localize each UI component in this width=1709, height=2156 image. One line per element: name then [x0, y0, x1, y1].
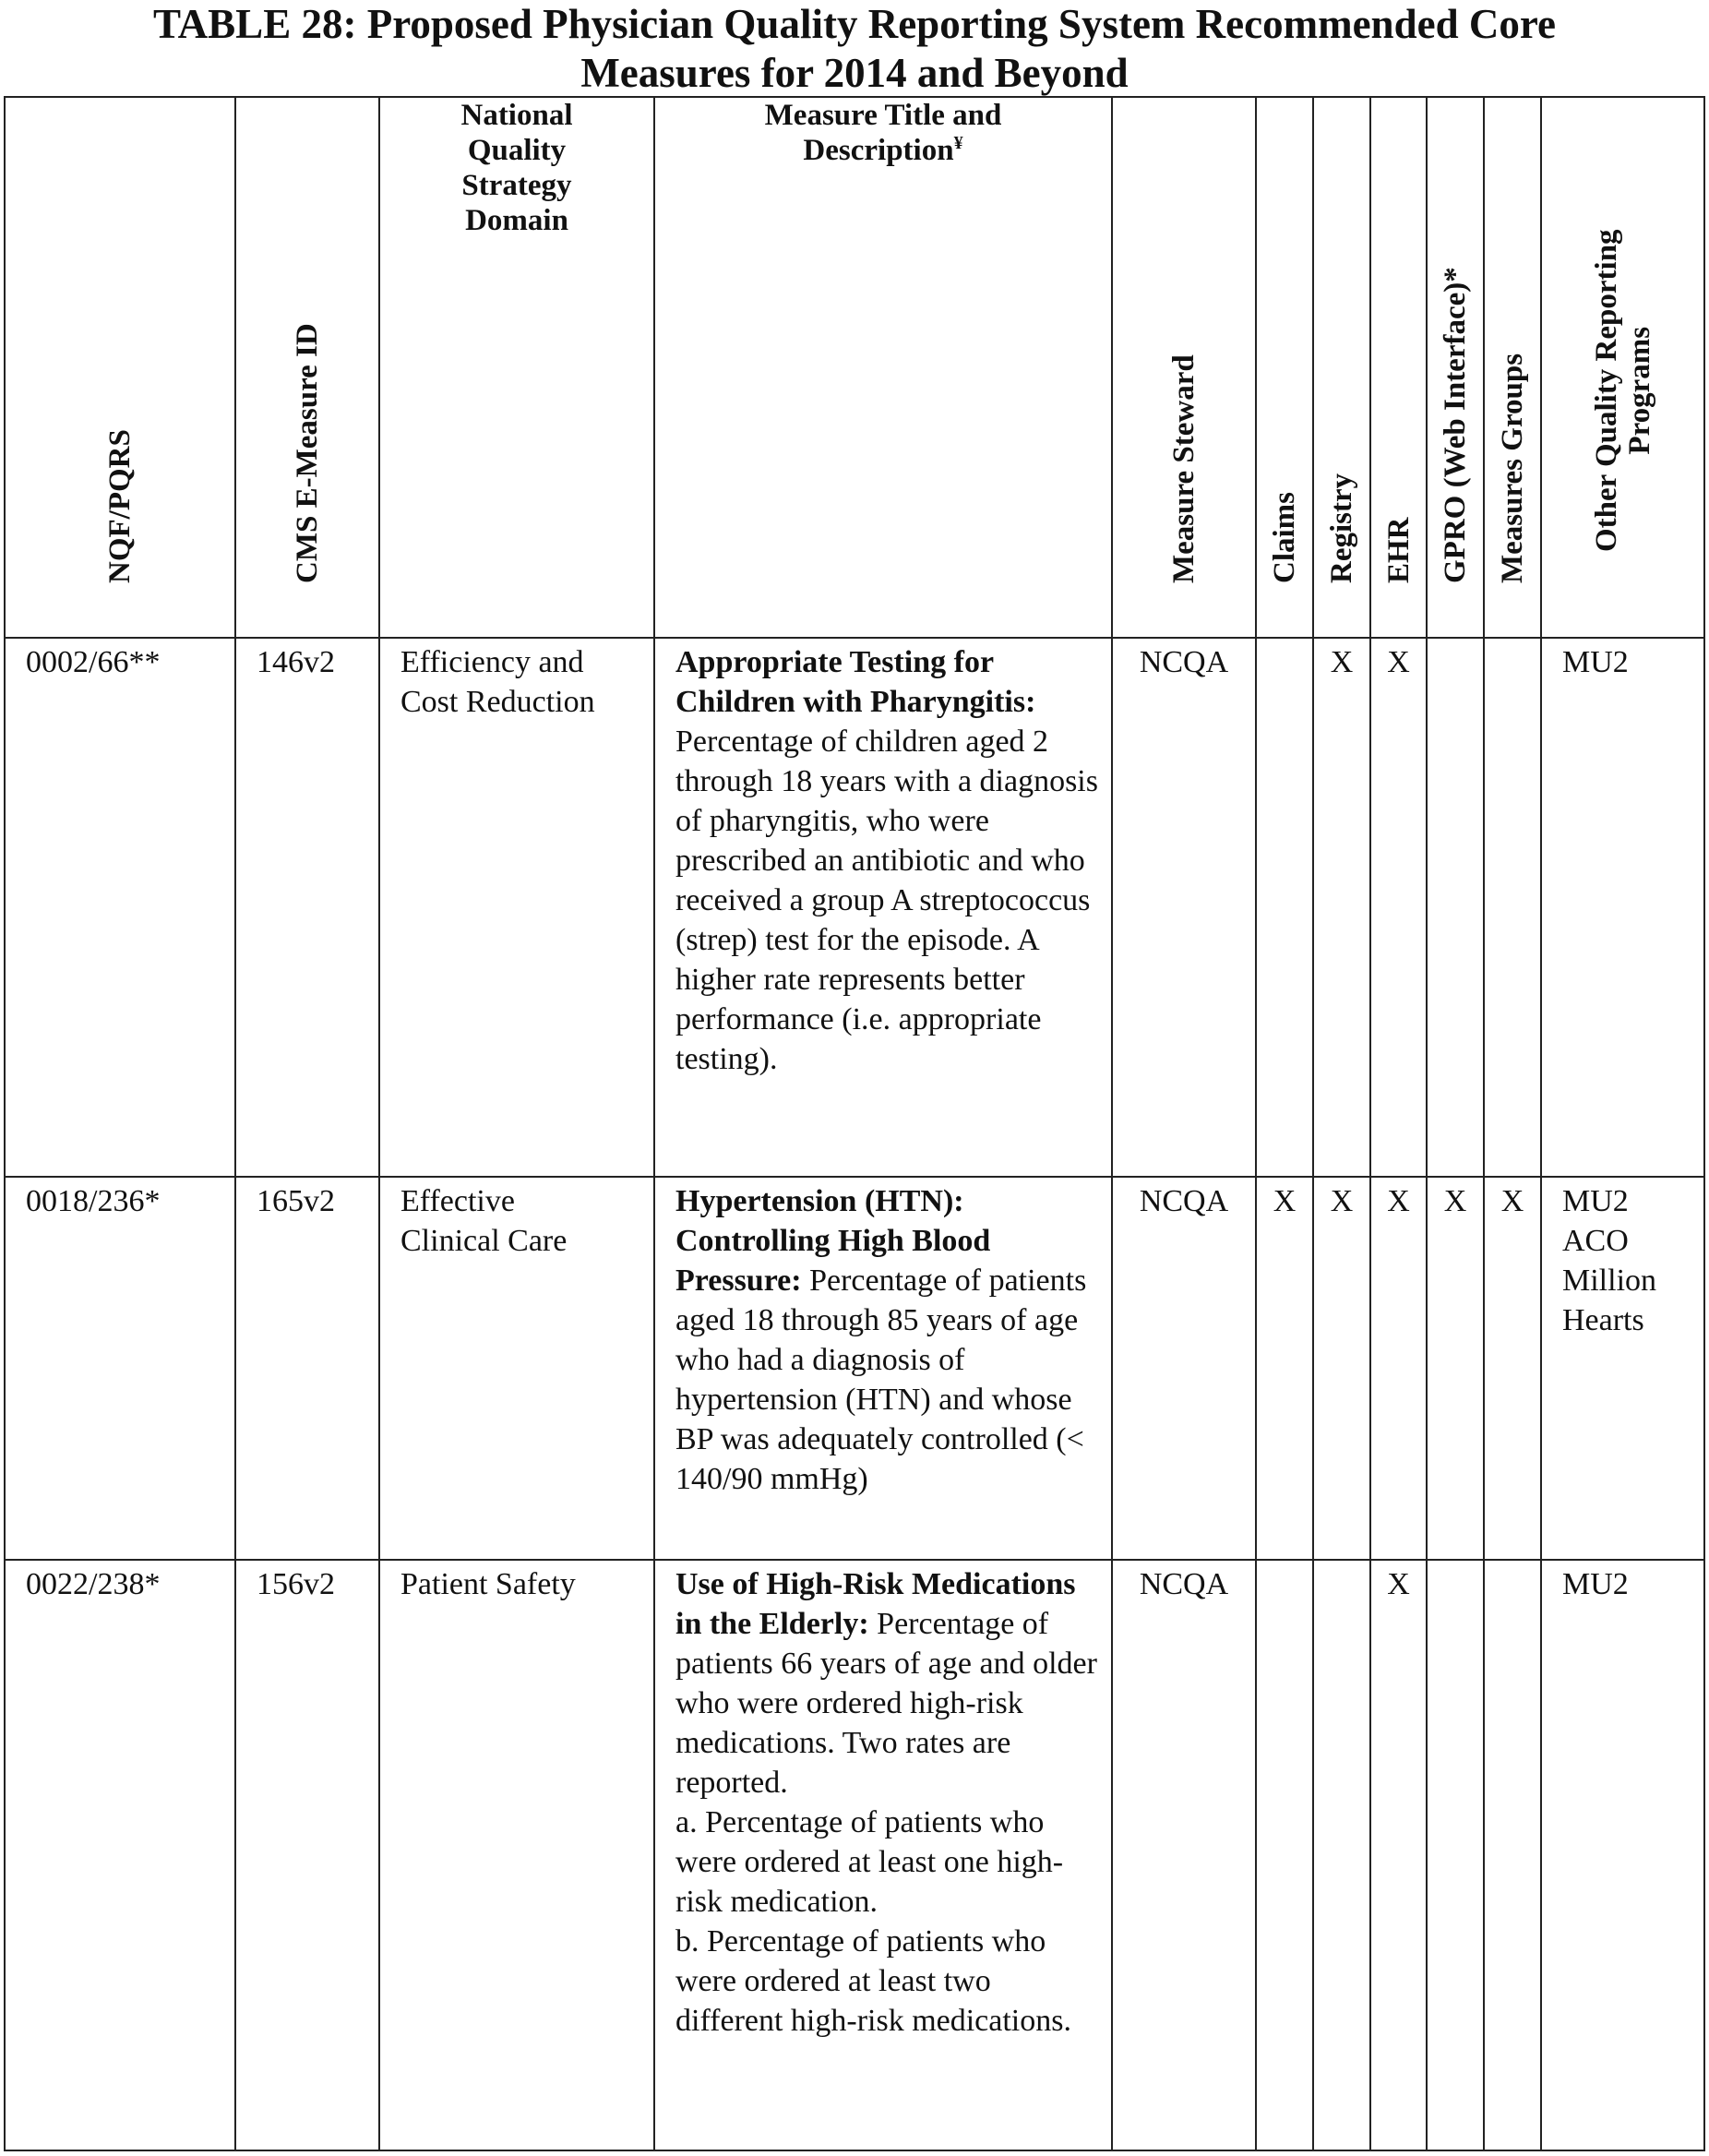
- cell-claims: [1256, 1560, 1313, 2150]
- cell-measure-description: [654, 1560, 1112, 2150]
- other-program: MU2: [1562, 645, 1629, 679]
- header-measure-steward-label: Measure Steward: [1167, 354, 1201, 583]
- table-row: [5, 1560, 1704, 2150]
- cell-nqf-pqrs: 0002/66**: [5, 638, 235, 1177]
- header-domain-line-3: Strategy: [461, 169, 572, 202]
- header-domain: [379, 97, 654, 638]
- header-claims: [1256, 97, 1313, 638]
- header-nqf-pqrs-label: NQF/PQRS: [103, 429, 137, 583]
- table-title-line-2: Measures for 2014 and Beyond: [580, 50, 1129, 96]
- cell-domain-line: Patient Safety: [400, 1567, 576, 1601]
- header-measure-title: [654, 97, 1112, 638]
- cell-claims: X: [1256, 1177, 1313, 1560]
- header-cms-emeasure-id: [235, 97, 379, 638]
- cell-domain: [379, 1560, 654, 2150]
- header-other-programs: [1541, 97, 1704, 638]
- header-measure-steward: [1112, 97, 1256, 638]
- measure-description: Percentage of patients aged 18 through 85 years of age who had a diagnosis of hypertension (HTN) and whose BP was adequately controlled (< 140/90 mmHg): [675, 1264, 1087, 1496]
- header-gpro: [1427, 97, 1484, 638]
- cell-other-programs: [1541, 1177, 1704, 1560]
- measure-title: Hypertension (HTN): Controlling High Blood Pressure:: [675, 1184, 991, 1298]
- cell-measures-groups: X: [1484, 1177, 1541, 1560]
- header-domain-line-4: Domain: [465, 204, 568, 237]
- header-cms-emeasure-id-label: CMS E-Measure ID: [291, 323, 324, 583]
- cell-gpro: [1427, 1560, 1484, 2150]
- table-row: [5, 1177, 1704, 1560]
- header-measure-title-line-2: [655, 133, 1111, 168]
- measure-rate-a: a. Percentage of patients who were ordered at least one high-risk medication.: [675, 1805, 1064, 1919]
- measure-description: Percentage of children aged 2 through 18 years with a diagnosis of pharyngitis, who were prescribed an antibiotic and who received a group A streptococcus (strep) test for the episode. A higher rate represents better performance (i.e. appropriate testing).: [675, 725, 1098, 1076]
- table-title-line-1: TABLE 28: Proposed Physician Quality Reporting System Recommended Core: [153, 1, 1556, 47]
- cell-registry: X: [1313, 1177, 1370, 1560]
- cell-domain-line: Effective: [400, 1184, 515, 1218]
- measure-title: Appropriate Testing for Children with Pharyngitis:: [675, 645, 1036, 719]
- cell-ehr: X: [1370, 638, 1427, 1177]
- other-program: Million: [1562, 1264, 1657, 1298]
- cell-steward: NCQA: [1112, 638, 1256, 1177]
- cell-domain: [379, 638, 654, 1177]
- header-measures-groups: [1484, 97, 1541, 638]
- header-other-programs-label: [1590, 229, 1656, 552]
- header-nqf-pqrs: [5, 97, 235, 638]
- cell-cms-id: 165v2: [235, 1177, 379, 1560]
- header-domain-line-1: National: [460, 99, 573, 132]
- other-program: MU2: [1562, 1567, 1629, 1601]
- measure-description: Percentage of patients 66 years of age and older who were ordered high-risk medications. Two rates are reported.: [675, 1607, 1097, 1800]
- header-other-programs-line-2: Programs: [1622, 326, 1656, 455]
- cell-other-programs: [1541, 1560, 1704, 2150]
- cell-nqf-pqrs: 0022/238*: [5, 1560, 235, 2150]
- measure-rate-b: b. Percentage of patients who were ordered at least two different high-risk medications.: [675, 1924, 1071, 2038]
- header-measure-title-description: Description: [803, 134, 954, 167]
- cell-cms-id: 156v2: [235, 1560, 379, 2150]
- header-ehr-label: EHR: [1381, 517, 1416, 583]
- other-program: Hearts: [1562, 1303, 1644, 1337]
- cell-steward: NCQA: [1112, 1560, 1256, 2150]
- cell-domain-line: Clinical Care: [400, 1224, 568, 1258]
- header-ehr: [1370, 97, 1427, 638]
- cell-domain: [379, 1177, 654, 1560]
- header-registry-label: Registry: [1325, 473, 1358, 583]
- other-program: ACO: [1562, 1224, 1629, 1258]
- table-row: [5, 638, 1704, 1177]
- cell-steward: NCQA: [1112, 1177, 1256, 1560]
- header-other-programs-line-1: Other Quality Reporting: [1589, 229, 1623, 552]
- cell-measure-description: [654, 1177, 1112, 1560]
- table-title: [0, 0, 1709, 98]
- cell-gpro: [1427, 638, 1484, 1177]
- cell-registry: X: [1313, 638, 1370, 1177]
- cell-ehr: X: [1370, 1560, 1427, 2150]
- measures-table: [4, 96, 1705, 2151]
- header-registry: [1313, 97, 1370, 638]
- cell-registry: [1313, 1560, 1370, 2150]
- cell-measures-groups: [1484, 1560, 1541, 2150]
- header-domain-line-2: Quality: [467, 134, 567, 167]
- yen-footnote-marker: ¥: [953, 133, 963, 153]
- cell-domain-line: Efficiency and: [400, 645, 584, 679]
- header-row: [5, 97, 1704, 638]
- header-measure-title-line-1: Measure Title and: [764, 99, 1002, 132]
- cell-other-programs: [1541, 638, 1704, 1177]
- cell-nqf-pqrs: 0018/236*: [5, 1177, 235, 1560]
- cell-measures-groups: [1484, 638, 1541, 1177]
- cell-domain-line: Cost Reduction: [400, 685, 595, 719]
- header-claims-label: Claims: [1268, 492, 1301, 583]
- cell-ehr: X: [1370, 1177, 1427, 1560]
- cell-claims: [1256, 638, 1313, 1177]
- measure-title: Use of High-Risk Medications in the Elderly:: [675, 1567, 1076, 1641]
- cell-measure-description: [654, 638, 1112, 1177]
- other-program: MU2: [1562, 1184, 1629, 1218]
- cell-gpro: X: [1427, 1177, 1484, 1560]
- header-measures-groups-label: Measures Groups: [1496, 353, 1529, 583]
- header-gpro-label: GPRO (Web Interface)*: [1439, 267, 1472, 583]
- cell-cms-id: 146v2: [235, 638, 379, 1177]
